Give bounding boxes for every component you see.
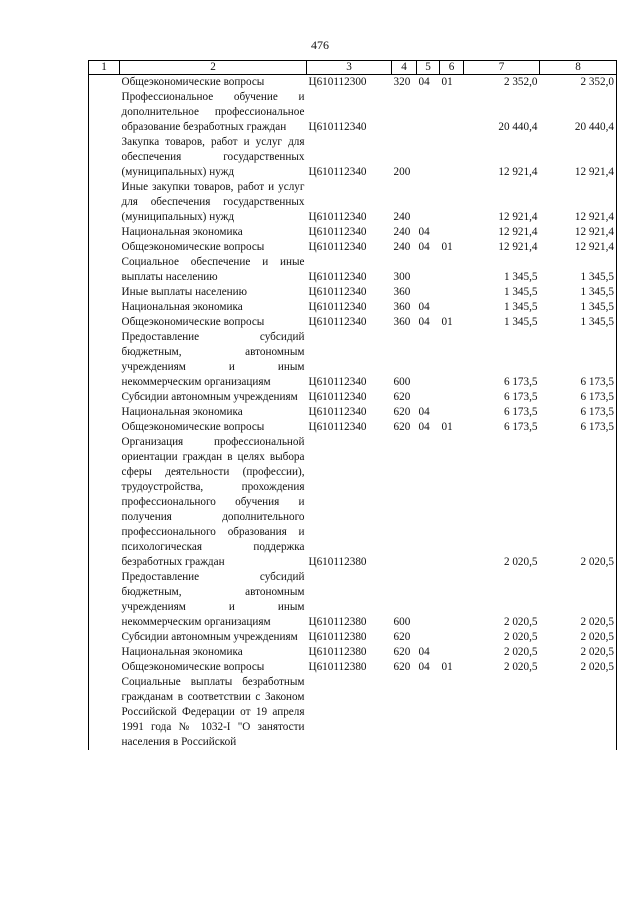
amount-col7-cell: 6 173,5 bbox=[503, 421, 538, 433]
col-header-7: 7 bbox=[464, 61, 540, 75]
expense-type-cell: 360 bbox=[393, 286, 411, 298]
row-number-cell bbox=[89, 240, 120, 255]
row-number-cell bbox=[89, 660, 120, 675]
item-name-cell: Иные выплаты населению bbox=[121, 286, 247, 298]
target-code-cell: Ц610112300 bbox=[308, 76, 367, 88]
section-cell bbox=[417, 255, 440, 285]
amount-col8-cell: 12 921,4 bbox=[540, 240, 617, 255]
table-row bbox=[89, 435, 617, 570]
row-number-cell bbox=[89, 420, 120, 435]
amount-col7-cell bbox=[464, 675, 540, 750]
row-number-cell bbox=[89, 315, 120, 330]
amount-col8-cell: 12 921,4 bbox=[540, 225, 617, 240]
table-row bbox=[89, 630, 617, 645]
amount-col7-cell: 12 921,4 bbox=[498, 166, 538, 178]
amount-col8-cell: 20 440,4 bbox=[540, 90, 617, 135]
target-code-cell bbox=[307, 675, 392, 750]
subsection-cell bbox=[440, 645, 464, 660]
amount-col8-cell: 2 020,5 bbox=[540, 660, 617, 675]
table-row bbox=[89, 315, 617, 330]
item-name-cell: Организация профессиональной ориентации граждан в целях выбора сферы деятельности (профессии), трудоустройства, прохождения профессионального обучения и получения дополнительного профессионального образования и психологическая поддержка безработных граждан bbox=[121, 436, 305, 568]
item-name-cell: Социальное обеспечение и иные выплаты населению bbox=[121, 256, 305, 283]
amount-col8-cell: 12 921,4 bbox=[540, 180, 617, 225]
subsection-cell bbox=[440, 225, 464, 240]
subsection-cell bbox=[440, 255, 464, 285]
section-cell bbox=[417, 390, 440, 405]
row-number-cell bbox=[89, 570, 120, 630]
section-cell: 04 bbox=[418, 646, 430, 658]
row-number-cell bbox=[89, 330, 120, 390]
target-code-cell: Ц610112340 bbox=[308, 286, 367, 298]
amount-col7-cell: 6 173,5 bbox=[503, 391, 538, 403]
target-code-cell: Ц610112340 bbox=[308, 316, 367, 328]
item-name-cell: Социальные выплаты безработным гражданам в соответствии с Законом Российской Федерации от 19 апреля 1991 года № 1032-I "О занятости населения в Российской bbox=[121, 676, 305, 748]
amount-col7-cell: 12 921,4 bbox=[498, 241, 538, 253]
item-name-cell: Общеэкономические вопросы bbox=[121, 76, 265, 88]
section-cell: 04 bbox=[418, 301, 430, 313]
subsection-cell: 01 bbox=[441, 316, 453, 328]
table-row bbox=[89, 90, 617, 135]
amount-col7-cell: 6 173,5 bbox=[503, 376, 538, 388]
amount-col7-cell: 2 020,5 bbox=[503, 616, 538, 628]
section-cell: 04 bbox=[418, 76, 430, 88]
item-name-cell: Общеэкономические вопросы bbox=[121, 421, 265, 433]
amount-col8-cell: 2 020,5 bbox=[540, 435, 617, 570]
col-header-3: 3 bbox=[307, 61, 392, 75]
target-code-cell: Ц610112340 bbox=[308, 121, 367, 133]
section-cell bbox=[417, 630, 440, 645]
target-code-cell: Ц610112380 bbox=[308, 661, 367, 673]
target-code-cell: Ц610112340 bbox=[308, 271, 367, 283]
target-code-cell: Ц610112340 bbox=[308, 406, 367, 418]
col-header-1: 1 bbox=[89, 61, 120, 75]
row-number-cell bbox=[89, 135, 120, 180]
amount-col7-cell: 6 173,5 bbox=[503, 406, 538, 418]
item-name-cell: Общеэкономические вопросы bbox=[121, 661, 265, 673]
row-number-cell bbox=[89, 180, 120, 225]
item-name-cell: Национальная экономика bbox=[121, 406, 243, 418]
table-row bbox=[89, 675, 617, 750]
expense-type-cell: 620 bbox=[393, 421, 411, 433]
section-cell: 04 bbox=[418, 241, 430, 253]
table-row bbox=[89, 390, 617, 405]
table-row bbox=[89, 405, 617, 420]
item-name-cell: Национальная экономика bbox=[121, 301, 243, 313]
amount-col7-cell: 1 345,5 bbox=[503, 301, 538, 313]
amount-col7-cell: 1 345,5 bbox=[503, 316, 538, 328]
table-row bbox=[89, 570, 617, 630]
expense-type-cell bbox=[392, 435, 417, 570]
amount-col8-cell: 2 352,0 bbox=[540, 75, 617, 91]
row-number-cell bbox=[89, 645, 120, 660]
section-cell bbox=[417, 675, 440, 750]
table-row bbox=[89, 420, 617, 435]
item-name-cell: Национальная экономика bbox=[121, 646, 243, 658]
amount-col8-cell: 2 020,5 bbox=[540, 630, 617, 645]
row-number-cell bbox=[89, 90, 120, 135]
expense-type-cell bbox=[392, 675, 417, 750]
col-header-8: 8 bbox=[540, 61, 617, 75]
amount-col8-cell: 6 173,5 bbox=[540, 390, 617, 405]
target-code-cell: Ц610112380 bbox=[308, 616, 367, 628]
section-cell: 04 bbox=[418, 406, 430, 418]
item-name-cell: Профессиональное обучение и дополнительное профессиональное образование безработных граждан bbox=[121, 91, 305, 133]
expense-type-cell: 620 bbox=[393, 406, 411, 418]
target-code-cell: Ц610112340 bbox=[308, 166, 367, 178]
expense-type-cell: 200 bbox=[393, 166, 411, 178]
target-code-cell: Ц610112340 bbox=[308, 301, 367, 313]
col-header-4: 4 bbox=[392, 61, 417, 75]
expense-type-cell: 600 bbox=[393, 616, 411, 628]
amount-col7-cell: 2 352,0 bbox=[503, 76, 538, 88]
col-header-6: 6 bbox=[440, 61, 464, 75]
column-number-header bbox=[89, 61, 617, 75]
row-number-cell bbox=[89, 675, 120, 750]
item-name-cell: Предоставление субсидий бюджетным, автономным учреждениям и иным некоммерческим организациям bbox=[121, 571, 305, 628]
amount-col8-cell: 1 345,5 bbox=[540, 300, 617, 315]
item-name-cell: Предоставление субсидий бюджетным, автономным учреждениям и иным некоммерческим организациям bbox=[121, 331, 305, 388]
amount-col8-cell bbox=[540, 675, 617, 750]
target-code-cell: Ц610112340 bbox=[308, 421, 367, 433]
expense-type-cell: 240 bbox=[393, 211, 411, 223]
subsection-cell bbox=[440, 330, 464, 390]
section-cell bbox=[417, 180, 440, 225]
col-header-2: 2 bbox=[120, 61, 307, 75]
section-cell bbox=[417, 90, 440, 135]
subsection-cell bbox=[440, 390, 464, 405]
amount-col8-cell: 2 020,5 bbox=[540, 645, 617, 660]
target-code-cell: Ц610112380 bbox=[308, 631, 367, 643]
target-code-cell: Ц610112340 bbox=[308, 226, 367, 238]
subsection-cell bbox=[440, 135, 464, 180]
amount-col8-cell: 6 173,5 bbox=[540, 330, 617, 390]
col-header-5: 5 bbox=[417, 61, 440, 75]
table-row bbox=[89, 240, 617, 255]
amount-col7-cell: 12 921,4 bbox=[498, 226, 538, 238]
subsection-cell bbox=[440, 300, 464, 315]
page-number: 476 bbox=[311, 38, 329, 52]
row-number-cell bbox=[89, 390, 120, 405]
amount-col7-cell: 2 020,5 bbox=[503, 646, 538, 658]
row-number-cell bbox=[89, 255, 120, 285]
amount-col8-cell: 1 345,5 bbox=[540, 315, 617, 330]
item-name-cell: Общеэкономические вопросы bbox=[121, 316, 265, 328]
subsection-cell bbox=[440, 570, 464, 630]
expense-type-cell: 320 bbox=[393, 76, 411, 88]
table-row bbox=[89, 300, 617, 315]
subsection-cell: 01 bbox=[441, 661, 453, 673]
section-cell bbox=[417, 135, 440, 180]
expense-type-cell: 240 bbox=[393, 226, 411, 238]
amount-col7-cell: 2 020,5 bbox=[503, 661, 538, 673]
section-cell bbox=[417, 285, 440, 300]
amount-col7-cell: 12 921,4 bbox=[498, 211, 538, 223]
amount-col8-cell: 6 173,5 bbox=[540, 405, 617, 420]
row-number-cell bbox=[89, 630, 120, 645]
subsection-cell bbox=[440, 405, 464, 420]
amount-col8-cell: 1 345,5 bbox=[540, 285, 617, 300]
section-cell bbox=[417, 570, 440, 630]
expense-type-cell: 620 bbox=[393, 391, 411, 403]
target-code-cell: Ц610112340 bbox=[308, 376, 367, 388]
expense-type-cell: 240 bbox=[393, 241, 411, 253]
item-name-cell: Субсидии автономным учреждениям bbox=[121, 391, 298, 403]
subsection-cell bbox=[440, 675, 464, 750]
table-row bbox=[89, 285, 617, 300]
target-code-cell: Ц610112340 bbox=[308, 241, 367, 253]
row-number-cell bbox=[89, 225, 120, 240]
section-cell: 04 bbox=[418, 316, 430, 328]
row-number-cell bbox=[89, 435, 120, 570]
amount-col8-cell: 1 345,5 bbox=[540, 255, 617, 285]
section-cell: 04 bbox=[418, 661, 430, 673]
expense-type-cell: 620 bbox=[393, 631, 411, 643]
amount-col8-cell: 2 020,5 bbox=[540, 570, 617, 630]
section-cell bbox=[417, 435, 440, 570]
item-name-cell: Общеэкономические вопросы bbox=[121, 241, 265, 253]
expense-type-cell: 600 bbox=[393, 376, 411, 388]
amount-col7-cell: 20 440,4 bbox=[498, 121, 538, 133]
table-row bbox=[89, 75, 617, 91]
section-cell: 04 bbox=[418, 421, 430, 433]
amount-col8-cell: 6 173,5 bbox=[540, 420, 617, 435]
table-row bbox=[89, 330, 617, 390]
table-row bbox=[89, 225, 617, 240]
subsection-cell bbox=[440, 435, 464, 570]
table-row bbox=[89, 255, 617, 285]
target-code-cell: Ц610112380 bbox=[308, 646, 367, 658]
amount-col8-cell: 12 921,4 bbox=[540, 135, 617, 180]
target-code-cell: Ц610112340 bbox=[308, 211, 367, 223]
expense-type-cell: 300 bbox=[393, 271, 411, 283]
item-name-cell: Иные закупки товаров, работ и услуг для обеспечения государственных (муниципальных) нужд bbox=[121, 181, 305, 223]
target-code-cell: Ц610112380 bbox=[308, 556, 367, 568]
subsection-cell bbox=[440, 90, 464, 135]
amount-col7-cell: 1 345,5 bbox=[503, 286, 538, 298]
row-number-cell bbox=[89, 75, 120, 91]
subsection-cell bbox=[440, 630, 464, 645]
table-row bbox=[89, 135, 617, 180]
section-cell bbox=[417, 330, 440, 390]
subsection-cell: 01 bbox=[441, 241, 453, 253]
amount-col7-cell: 2 020,5 bbox=[503, 631, 538, 643]
row-number-cell bbox=[89, 285, 120, 300]
subsection-cell: 01 bbox=[441, 76, 453, 88]
subsection-cell: 01 bbox=[441, 421, 453, 433]
table-row bbox=[89, 660, 617, 675]
target-code-cell: Ц610112340 bbox=[308, 391, 367, 403]
item-name-cell: Субсидии автономным учреждениям bbox=[121, 631, 298, 643]
expense-type-cell: 360 bbox=[393, 301, 411, 313]
expense-type-cell bbox=[392, 90, 417, 135]
amount-col7-cell: 1 345,5 bbox=[503, 271, 538, 283]
subsection-cell bbox=[440, 285, 464, 300]
amount-col7-cell: 2 020,5 bbox=[503, 556, 538, 568]
expense-type-cell: 620 bbox=[393, 661, 411, 673]
table-row bbox=[89, 180, 617, 225]
row-number-cell bbox=[89, 300, 120, 315]
expense-type-cell: 620 bbox=[393, 646, 411, 658]
item-name-cell: Закупка товаров, работ и услуг для обеспечения государственных (муниципальных) нужд bbox=[121, 136, 305, 178]
row-number-cell bbox=[89, 405, 120, 420]
expense-type-cell: 360 bbox=[393, 316, 411, 328]
item-name-cell: Национальная экономика bbox=[121, 226, 243, 238]
budget-table bbox=[88, 60, 617, 750]
subsection-cell bbox=[440, 180, 464, 225]
table-row bbox=[89, 645, 617, 660]
section-cell: 04 bbox=[418, 226, 430, 238]
